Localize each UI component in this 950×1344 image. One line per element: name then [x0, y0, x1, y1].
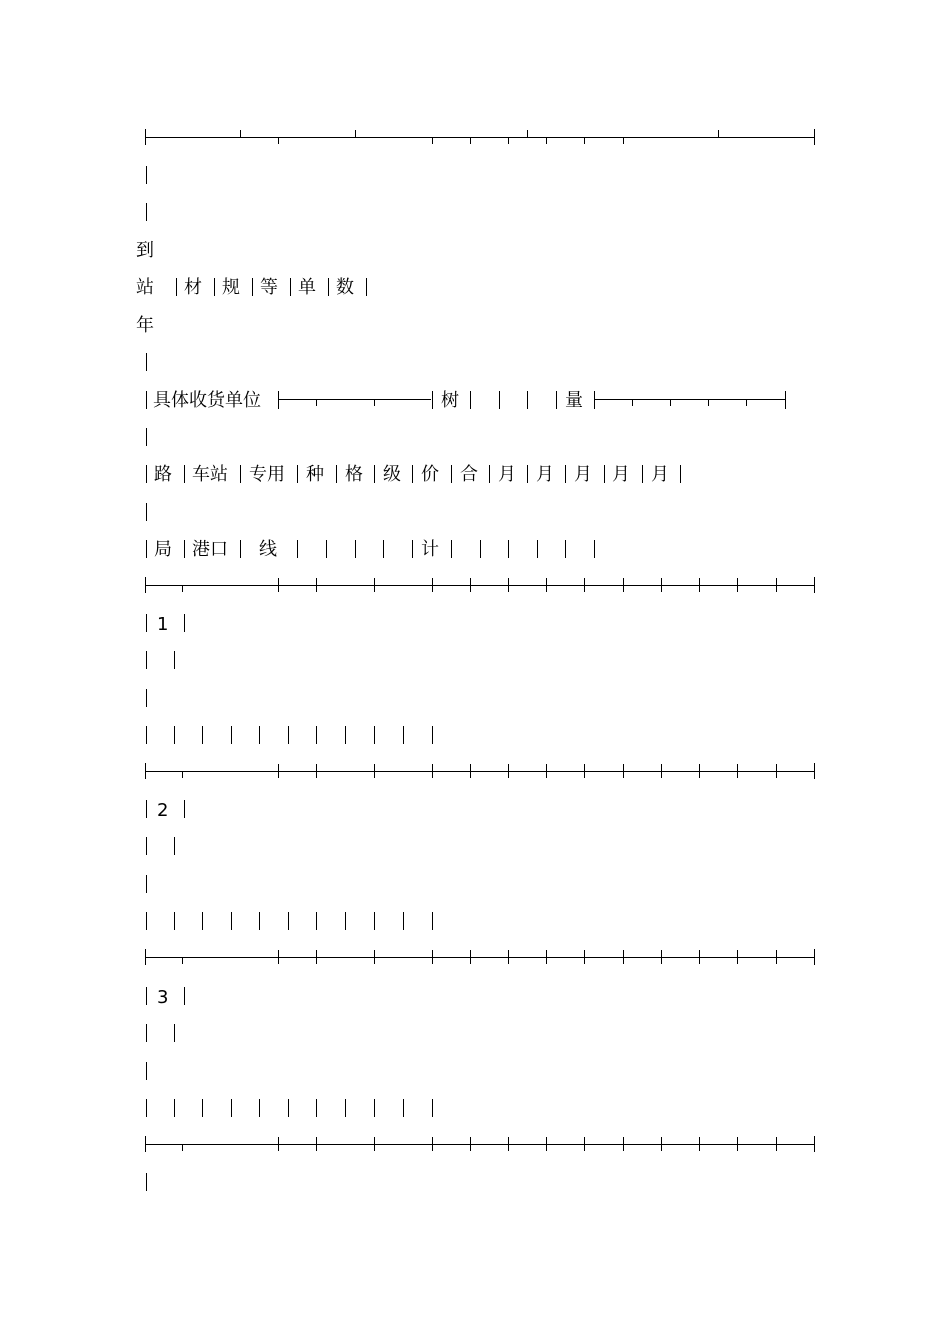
rule-section-1-tick-down	[584, 771, 585, 778]
row-1-cell-bars	[374, 726, 375, 744]
row-1-cell-bars	[231, 726, 232, 744]
rule-section-1-tick-up	[374, 764, 375, 771]
row-2-cell-bars	[403, 912, 404, 930]
row-3-cell-bars	[202, 1099, 203, 1117]
rule-top-tick-down	[470, 137, 471, 144]
rule-section-1-tick-up	[584, 764, 585, 771]
bar-header3	[240, 465, 241, 483]
header-month-1: 月	[498, 464, 516, 485]
bar-left	[146, 428, 147, 446]
bar-header4	[451, 540, 452, 558]
rule-section-1-tick-up	[432, 764, 433, 771]
bar-header3	[680, 465, 681, 483]
bar-header4	[184, 540, 185, 558]
bar-header3	[412, 465, 413, 483]
rule-section-2-tick-down	[432, 957, 433, 964]
rule-section-1-tick-up	[508, 764, 509, 771]
rule-section-1-tick-down	[432, 771, 433, 778]
rule-section-head-tick-down	[374, 585, 375, 592]
rule-section-3-tick-up	[546, 1137, 547, 1144]
rule-section-1-tick-up	[316, 764, 317, 771]
rule-section-2-tick-down	[470, 957, 471, 964]
rule-section-head-tick-up	[432, 578, 433, 585]
bar-header4	[146, 540, 147, 558]
rule-section-head-tick-up	[737, 578, 738, 585]
bar-header4	[383, 540, 384, 558]
row-2-cell-bars	[259, 912, 260, 930]
bar-left	[146, 353, 147, 371]
bar-header1	[176, 278, 177, 296]
subrule-right-tick	[670, 399, 671, 406]
row-3-cell-bars	[403, 1099, 404, 1117]
rule-section-head-tick-up	[546, 578, 547, 585]
rule-top-tick-down	[546, 137, 547, 144]
header-cai: 材	[184, 277, 202, 298]
rule-section-2	[146, 957, 815, 958]
rule-section-3-tick-up	[699, 1137, 700, 1144]
bar-header1	[290, 278, 291, 296]
rule-section-head-tick-up	[278, 578, 279, 585]
header-jia: 价	[421, 464, 439, 485]
rule-section-3-tick-up	[776, 1137, 777, 1144]
header-zhuanyong: 专用	[249, 464, 285, 485]
row-1-cell-bars	[174, 726, 175, 744]
rule-section-head-tick-down	[661, 585, 662, 592]
row-3-cell-bars	[432, 1099, 433, 1117]
row-2-label-bars	[184, 800, 185, 818]
bar-left	[146, 166, 147, 184]
rule-section-2-tick-up	[278, 950, 279, 957]
rule-top-tick-down	[623, 137, 624, 144]
row-1-bar-left	[146, 689, 147, 707]
rule-section-2-tick-down	[508, 957, 509, 964]
rule-section-3-tick-up	[623, 1137, 624, 1144]
rule-section-head-tick-up	[623, 578, 624, 585]
subrule-left-tick	[374, 399, 375, 406]
header-month-3: 月	[574, 464, 592, 485]
header-xian: 线	[259, 539, 277, 560]
row-2-cell-bars	[345, 912, 346, 930]
rule-section-1-tick-up	[623, 764, 624, 771]
rule-section-1-tick-down	[546, 771, 547, 778]
bar-header2	[527, 391, 528, 409]
row-1-cell-bars	[146, 726, 147, 744]
subrule-left	[279, 399, 431, 400]
rule-section-2-end-left	[145, 949, 146, 965]
bar-header3	[489, 465, 490, 483]
rule-section-2-tick-up	[584, 950, 585, 957]
header-dan: 单	[298, 277, 316, 298]
rule-section-1-tick-up	[737, 764, 738, 771]
rule-section-3-tick-down	[776, 1144, 777, 1151]
row-3-bars	[174, 1024, 175, 1042]
row-1-cell-bars	[403, 726, 404, 744]
rule-top-tick-up	[355, 130, 356, 137]
rule-section-head-tick-down	[278, 585, 279, 592]
row-2-bar-left	[146, 875, 147, 893]
subrule-right	[595, 399, 785, 400]
rule-section-3-tick-down	[374, 1144, 375, 1151]
rule-section-head-tick-down	[432, 585, 433, 592]
header-nian: 年	[136, 315, 154, 336]
rule-section-3-tick-down	[432, 1144, 433, 1151]
rule-section-3-tick-down	[182, 1144, 183, 1151]
rule-section-3-tick-down	[661, 1144, 662, 1151]
rule-section-2-tick-down	[546, 957, 547, 964]
row-1-cell-bars	[316, 726, 317, 744]
rule-top-tick-down	[584, 137, 585, 144]
header-month-5: 月	[651, 464, 669, 485]
rule-section-1-end-right	[814, 763, 815, 779]
row-1-cell-bars	[345, 726, 346, 744]
rule-section-1-tick-up	[278, 764, 279, 771]
row-1-bars	[174, 651, 175, 669]
row-2-cell-bars	[174, 912, 175, 930]
rule-section-head-tick-down	[699, 585, 700, 592]
row-3-bar-left	[146, 1062, 147, 1080]
bar-header4	[355, 540, 356, 558]
rule-section-3-tick-up	[737, 1137, 738, 1144]
row-2-bars	[174, 837, 175, 855]
rule-section-2-tick-down	[699, 957, 700, 964]
rule-top-end-left	[145, 129, 146, 145]
row-label-1: 1	[157, 614, 169, 635]
rule-section-2-tick-up	[470, 950, 471, 957]
bar-header3	[642, 465, 643, 483]
rule-section-1-tick-up	[699, 764, 700, 771]
rule-section-head-tick-up	[374, 578, 375, 585]
rule-section-head	[146, 585, 815, 586]
row-3-bars	[146, 1024, 147, 1042]
bar-header2	[785, 391, 786, 409]
header-zhan: 站	[136, 277, 154, 298]
bar-header4	[240, 540, 241, 558]
rule-section-head-tick-down	[776, 585, 777, 592]
row-1-label-bars	[184, 614, 185, 632]
bar-header4	[297, 540, 298, 558]
bar-header3	[374, 465, 375, 483]
rule-section-head-tick-down	[584, 585, 585, 592]
rule-section-3-tick-up	[508, 1137, 509, 1144]
subrule-left-tick	[316, 399, 317, 406]
header-dao: 到	[136, 240, 154, 261]
rule-section-2-tick-down	[278, 957, 279, 964]
rule-section-2-tick-down	[737, 957, 738, 964]
bar-header2	[432, 391, 433, 409]
header-deng: 等	[260, 277, 278, 298]
rule-section-2-tick-up	[508, 950, 509, 957]
rule-section-3-tick-down	[623, 1144, 624, 1151]
rule-section-3-tick-up	[470, 1137, 471, 1144]
rule-section-2-tick-up	[432, 950, 433, 957]
bar-header2	[470, 391, 471, 409]
rule-section-2-tick-up	[316, 950, 317, 957]
row-3-label-bars	[146, 987, 147, 1005]
row-label-3: 3	[157, 987, 169, 1008]
rule-section-1-tick-down	[623, 771, 624, 778]
rule-section-2-tick-down	[316, 957, 317, 964]
bar-header1	[214, 278, 215, 296]
header-ji-total: 计	[421, 539, 439, 560]
header-month-4: 月	[612, 464, 630, 485]
row-1-bars	[146, 651, 147, 669]
row-3-cell-bars	[146, 1099, 147, 1117]
bar-header3	[184, 465, 185, 483]
row-2-cell-bars	[202, 912, 203, 930]
header-chezhan: 车站	[192, 464, 228, 485]
rule-section-head-tick-down	[470, 585, 471, 592]
rule-section-3	[146, 1144, 815, 1145]
rule-section-2-tick-up	[546, 950, 547, 957]
row-2-cell-bars	[316, 912, 317, 930]
subrule-right-tick	[708, 399, 709, 406]
rule-section-head-tick-down	[546, 585, 547, 592]
rule-section-1-end-left	[145, 763, 146, 779]
rule-section-3-end-left	[145, 1136, 146, 1152]
rule-section-2-tick-down	[776, 957, 777, 964]
rule-section-3-tick-down	[316, 1144, 317, 1151]
rule-section-1-tick-down	[508, 771, 509, 778]
rule-section-head-tick-up	[699, 578, 700, 585]
row-2-cell-bars	[146, 912, 147, 930]
header-shu-tree: 树	[441, 390, 459, 411]
rule-section-head-tick-up	[316, 578, 317, 585]
bar-header3	[604, 465, 605, 483]
row-3-cell-bars	[231, 1099, 232, 1117]
rule-section-1-tick-up	[661, 764, 662, 771]
rule-section-3-tick-down	[546, 1144, 547, 1151]
rule-section-2-tick-up	[661, 950, 662, 957]
row-3-cell-bars	[345, 1099, 346, 1117]
header-liang: 量	[565, 390, 583, 411]
subrule-right-tick	[632, 399, 633, 406]
bar-header2	[146, 391, 147, 409]
rule-section-head-tick-up	[470, 578, 471, 585]
header-shu: 数	[336, 277, 354, 298]
rule-section-2-tick-up	[737, 950, 738, 957]
row-2-cell-bars	[432, 912, 433, 930]
bar-header4	[594, 540, 595, 558]
row-1-cell-bars	[202, 726, 203, 744]
rule-top-tick-down	[432, 137, 433, 144]
header-receiver-unit: 具体收货单位	[153, 390, 261, 411]
rule-section-1-tick-down	[470, 771, 471, 778]
rule-section-2-tick-down	[182, 957, 183, 964]
bar-header3	[336, 465, 337, 483]
header-gangkou: 港口	[192, 539, 228, 560]
bar-header4	[480, 540, 481, 558]
bar-header2	[499, 391, 500, 409]
rule-section-head-tick-down	[316, 585, 317, 592]
rule-section-1-tick-down	[699, 771, 700, 778]
rule-section-head-tick-up	[584, 578, 585, 585]
rule-section-3-tick-down	[278, 1144, 279, 1151]
bar-header2	[594, 391, 595, 409]
rule-section-1-tick-down	[776, 771, 777, 778]
bar-header4	[565, 540, 566, 558]
bar-header3	[146, 465, 147, 483]
rule-top-end-right	[814, 129, 815, 145]
header-ji-level: 级	[383, 464, 401, 485]
row-label-2: 2	[157, 800, 169, 821]
bar-left-bottom	[146, 1173, 147, 1191]
bar-header2	[278, 391, 279, 409]
rule-section-1-tick-up	[776, 764, 777, 771]
rule-section-3-tick-down	[584, 1144, 585, 1151]
rule-section-2-end-right	[814, 949, 815, 965]
bar-header4	[326, 540, 327, 558]
header-he: 合	[460, 464, 478, 485]
rule-section-3-tick-up	[316, 1137, 317, 1144]
rule-top-tick-up	[240, 130, 241, 137]
row-3-cell-bars	[288, 1099, 289, 1117]
rule-section-2-tick-up	[374, 950, 375, 957]
header-month-2: 月	[536, 464, 554, 485]
rule-section-3-tick-down	[737, 1144, 738, 1151]
header-ju: 局	[154, 539, 172, 560]
rule-section-1-tick-down	[374, 771, 375, 778]
bar-header4	[537, 540, 538, 558]
rule-section-1-tick-up	[470, 764, 471, 771]
bar-header1	[328, 278, 329, 296]
rule-section-1-tick-down	[278, 771, 279, 778]
rule-section-head-tick-up	[661, 578, 662, 585]
rule-section-3-tick-up	[432, 1137, 433, 1144]
rule-section-3-end-right	[814, 1136, 815, 1152]
rule-section-3-tick-up	[661, 1137, 662, 1144]
row-2-cell-bars	[374, 912, 375, 930]
bar-header1	[366, 278, 367, 296]
rule-section-head-tick-up	[776, 578, 777, 585]
row-1-label-bars	[146, 614, 147, 632]
row-2-cell-bars	[288, 912, 289, 930]
bar-left	[146, 203, 147, 221]
rule-section-head-end-left	[145, 577, 146, 593]
row-1-cell-bars	[288, 726, 289, 744]
rule-section-head-end-right	[814, 577, 815, 593]
bar-header3	[565, 465, 566, 483]
bar-header4	[508, 540, 509, 558]
row-1-cell-bars	[259, 726, 260, 744]
header-ge: 格	[345, 464, 363, 485]
rule-section-1-tick-down	[316, 771, 317, 778]
rule-section-2-tick-up	[623, 950, 624, 957]
rule-section-2-tick-down	[661, 957, 662, 964]
bar-header1	[252, 278, 253, 296]
rule-top-tick-down	[508, 137, 509, 144]
subrule-right-tick	[746, 399, 747, 406]
row-2-label-bars	[146, 800, 147, 818]
rule-section-1-tick-down	[182, 771, 183, 778]
rule-section-head-tick-up	[508, 578, 509, 585]
bar-header2	[556, 391, 557, 409]
bar-header3	[527, 465, 528, 483]
rule-section-3-tick-up	[584, 1137, 585, 1144]
bar-header4	[412, 540, 413, 558]
header-lu: 路	[154, 464, 172, 485]
row-1-cell-bars	[432, 726, 433, 744]
rule-section-2-tick-up	[699, 950, 700, 957]
rule-section-1-tick-up	[546, 764, 547, 771]
rule-section-3-tick-down	[470, 1144, 471, 1151]
rule-section-head-tick-down	[623, 585, 624, 592]
header-gui: 规	[222, 277, 240, 298]
rule-top-tick-down	[278, 137, 279, 144]
row-3-cell-bars	[259, 1099, 260, 1117]
rule-section-1-tick-down	[737, 771, 738, 778]
row-2-bars	[146, 837, 147, 855]
rule-section-3-tick-up	[374, 1137, 375, 1144]
rule-section-2-tick-down	[374, 957, 375, 964]
rule-section-head-tick-down	[182, 585, 183, 592]
bar-left	[146, 503, 147, 521]
rule-section-3-tick-down	[699, 1144, 700, 1151]
header-zhong: 种	[306, 464, 324, 485]
rule-section-head-tick-down	[737, 585, 738, 592]
row-3-cell-bars	[174, 1099, 175, 1117]
row-2-cell-bars	[231, 912, 232, 930]
bar-header3	[451, 465, 452, 483]
rule-section-2-tick-up	[776, 950, 777, 957]
rule-section-head-tick-down	[508, 585, 509, 592]
rule-section-3-tick-down	[508, 1144, 509, 1151]
bar-header3	[297, 465, 298, 483]
rule-top	[146, 137, 815, 138]
row-3-cell-bars	[316, 1099, 317, 1117]
rule-section-2-tick-down	[584, 957, 585, 964]
rule-section-3-tick-up	[278, 1137, 279, 1144]
rule-section-2-tick-down	[623, 957, 624, 964]
rule-top-tick-up	[718, 130, 719, 137]
rule-section-1	[146, 771, 815, 772]
rule-section-1-tick-down	[661, 771, 662, 778]
row-3-label-bars	[184, 987, 185, 1005]
rule-top-tick-up	[527, 130, 528, 137]
row-3-cell-bars	[374, 1099, 375, 1117]
